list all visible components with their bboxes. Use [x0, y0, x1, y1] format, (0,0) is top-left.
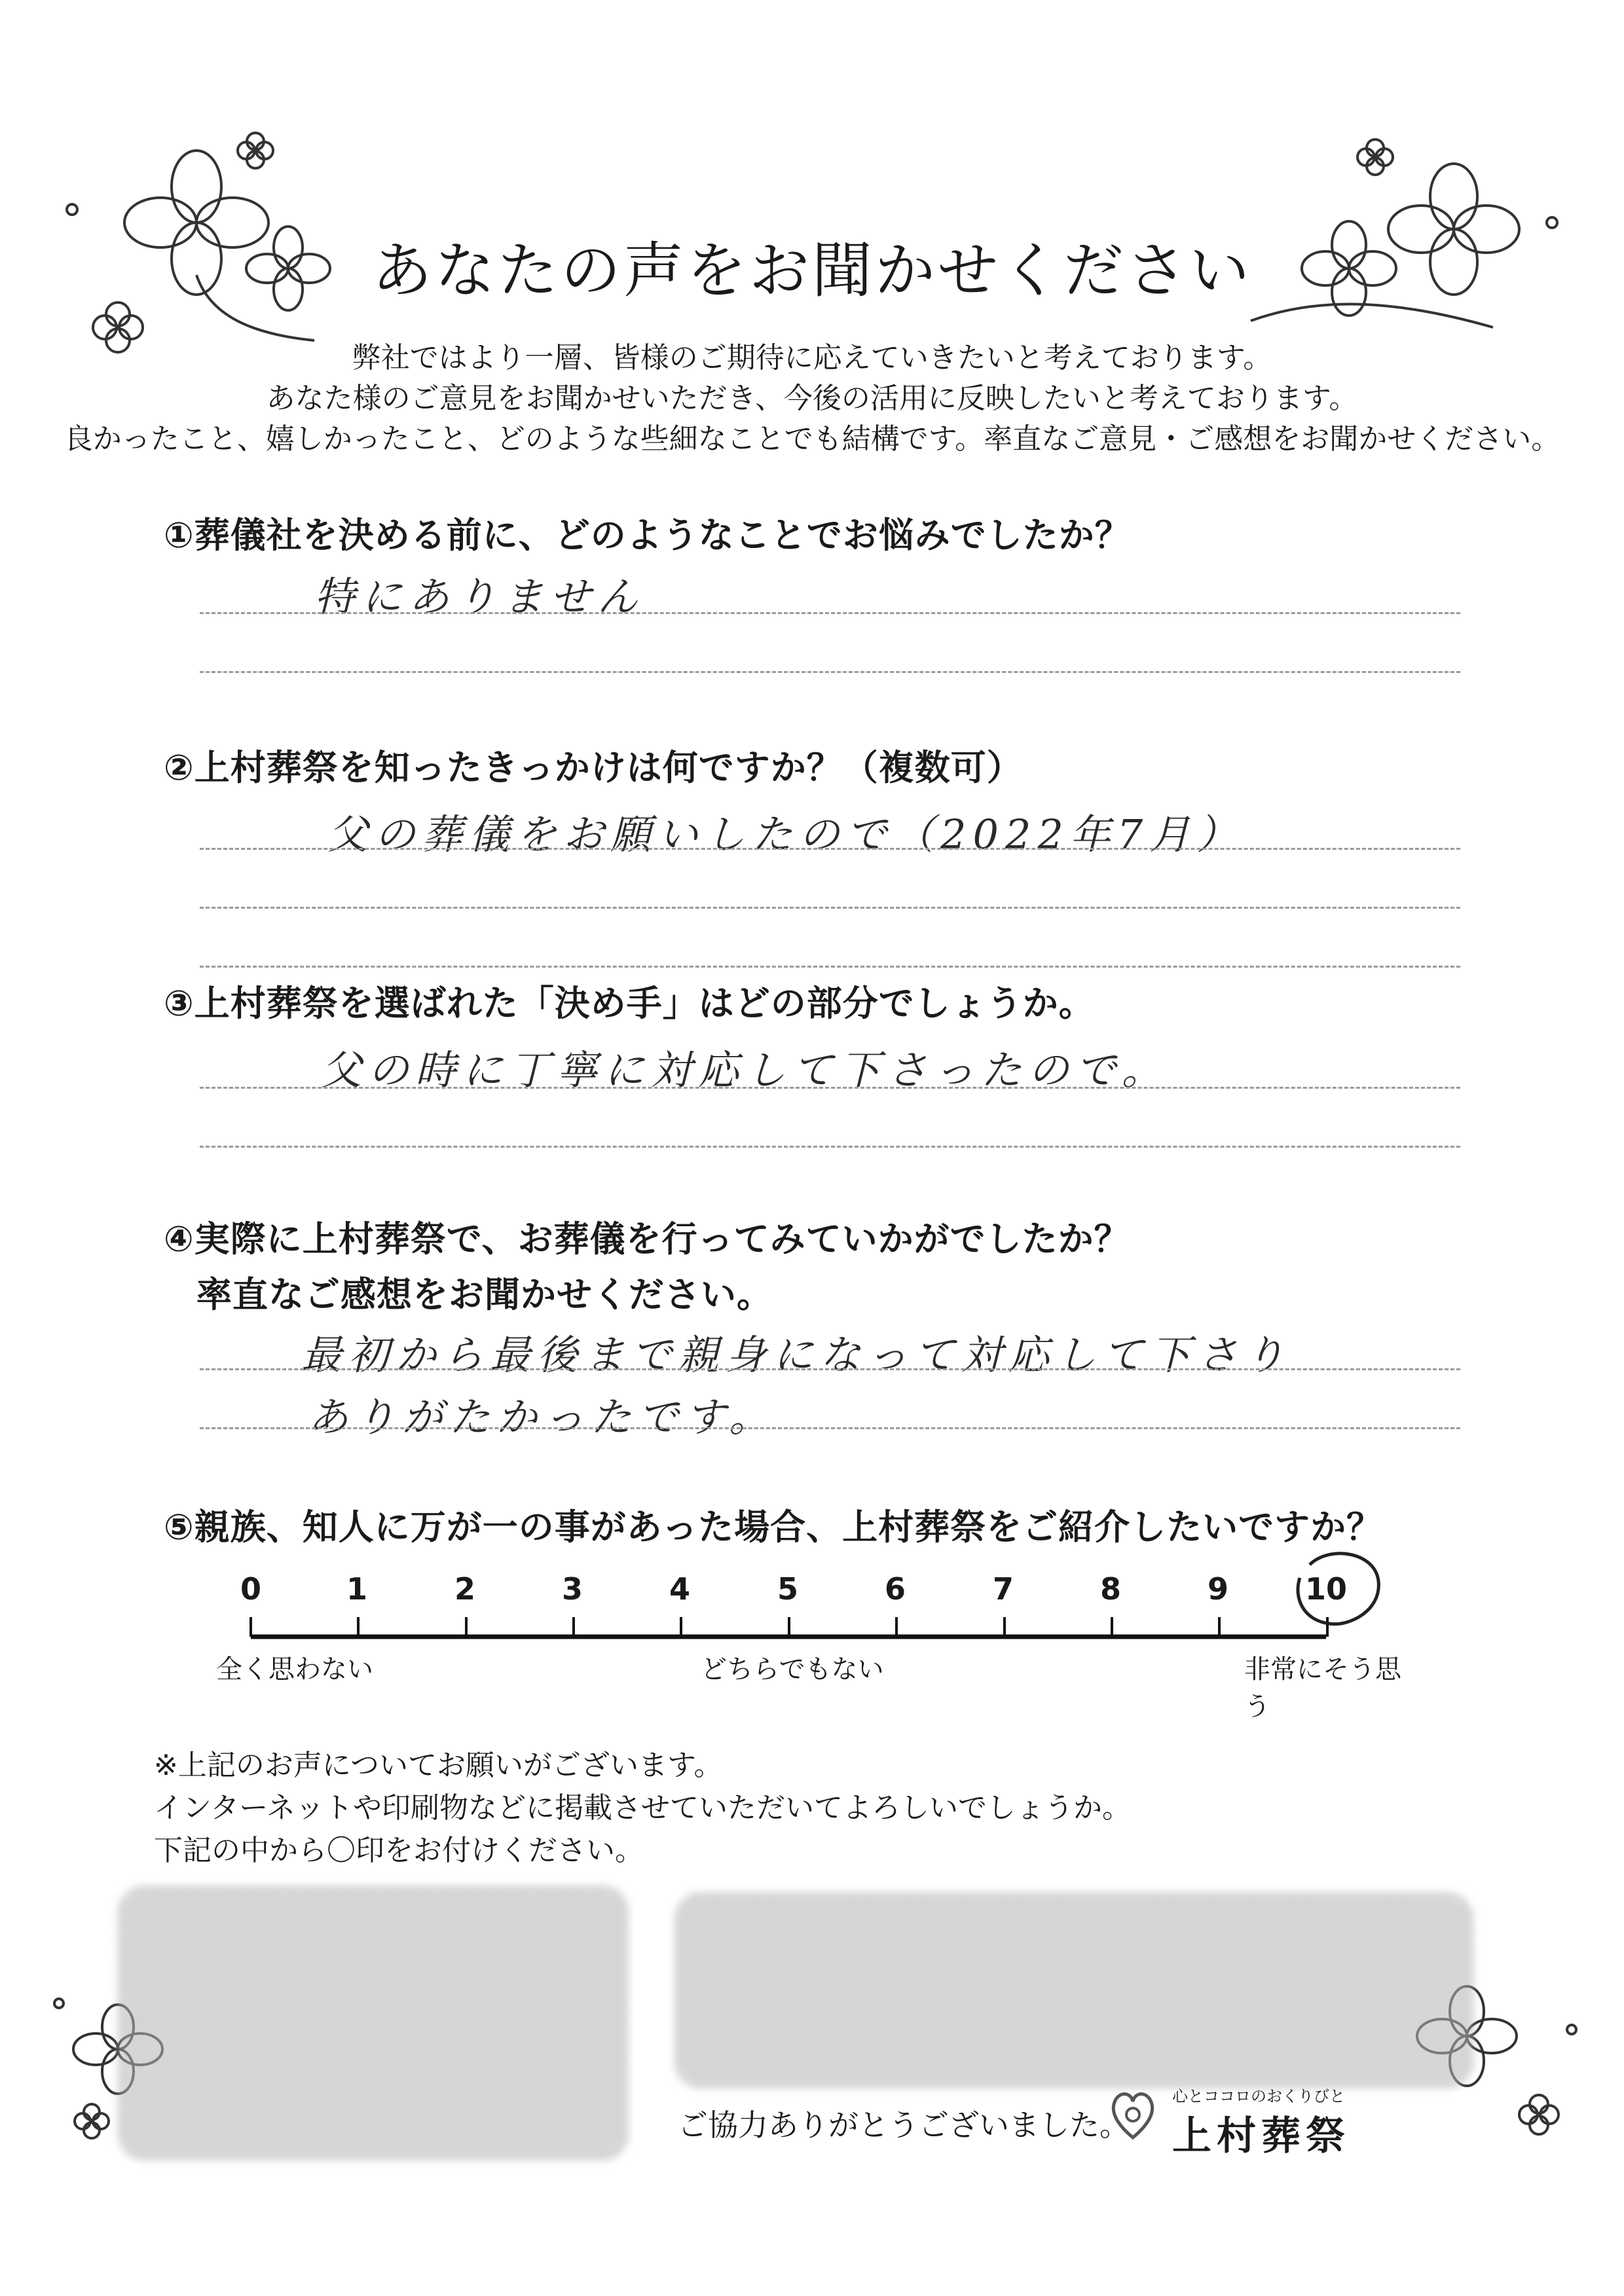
scale-tick-label-6[interactable]: 6	[884, 1571, 906, 1607]
scale-tick-label-3[interactable]: 3	[561, 1571, 583, 1607]
question-2-label: ②上村葬祭を知ったきっかけは何ですか？（複数可）	[164, 747, 1023, 788]
answer-line	[200, 671, 1460, 673]
answer-line	[200, 848, 1460, 850]
note-line-2: インターネットや印刷物などに掲載させていただいてよろしいでしょうか。	[154, 1791, 1132, 1825]
intro-line-1: 弊社ではより一層、皆様のご期待に応えていきたいと考えております。	[352, 341, 1272, 374]
scale-tick-label-2[interactable]: 2	[454, 1571, 475, 1607]
question-2-answer: 父の葬儀をお願いしたので（2022年7月）	[327, 811, 1244, 858]
intro-line-3: 良かったこと、嬉しかったこと、どのような些細なことでも結構です。率直なご意見・ご感想をお聞かせください。	[64, 422, 1560, 456]
question-1-label: ①葬儀社を決める前に、どのようなことでお悩みでしたか？	[164, 515, 1131, 556]
redacted-area-left	[118, 1886, 629, 2160]
answer-line	[200, 1368, 1460, 1370]
rating-scale	[216, 1571, 1401, 1722]
heart-logo-icon	[1107, 2085, 1159, 2144]
scale-tick-label-4[interactable]: 4	[669, 1571, 690, 1607]
question-3-label: ③上村葬祭を選ばれた「決め手」はどの部分でしょうか。	[164, 983, 1095, 1024]
selected-circle-mark	[1283, 1545, 1388, 1643]
question-5-label: ⑤親族、知人に万が一の事があった場合、上村葬祭をご紹介したいですか？	[164, 1506, 1383, 1548]
logo-name: 上村葬祭	[1172, 2113, 1350, 2159]
scale-left-label: 全く思わない	[216, 1654, 373, 1685]
question-4-answer-line-1: 最初から最後まで親身になって対応して下さり	[301, 1331, 1292, 1379]
footer-thanks: ご協力ありがとうございました。	[678, 2107, 1130, 2143]
scale-tick-label-5[interactable]: 5	[777, 1571, 798, 1607]
scale-tick-label-9[interactable]: 9	[1207, 1571, 1228, 1607]
answer-line	[200, 1427, 1460, 1429]
note-line-1: ※上記のお声についてお願いがございます。	[154, 1749, 723, 1782]
answer-line	[200, 1087, 1460, 1089]
scale-tick-label-1[interactable]: 1	[346, 1571, 367, 1607]
answer-line	[200, 966, 1460, 968]
intro-line-2: あなた様のご意見をお聞かせいただき、今後の活用に反映したいと考えております。	[266, 382, 1358, 415]
question-4-label-line-2: 率直なご感想をお聞かせください。	[196, 1274, 773, 1315]
question-1-answer: 特にありません	[314, 573, 645, 621]
answer-line	[200, 907, 1460, 909]
scale-tick-label-7[interactable]: 7	[992, 1571, 1014, 1607]
scale-mid-label: どちらでもない	[701, 1654, 884, 1685]
answer-line	[200, 612, 1460, 614]
scale-tick-label-0[interactable]: 0	[240, 1571, 261, 1607]
answer-line	[200, 1146, 1460, 1148]
redacted-area-right	[674, 1892, 1473, 2088]
logo-tagline: 心とココロのおくりびと	[1172, 2087, 1345, 2105]
scale-axis	[223, 1611, 1401, 1650]
scale-right-label: 非常にそう思う	[1244, 1654, 1401, 1722]
page-title: あなたの声をお聞かせください	[371, 236, 1252, 306]
question-4-answer-line-2: ありがたかったです。	[308, 1393, 777, 1441]
scale-tick-label-8[interactable]: 8	[1099, 1571, 1121, 1607]
question-3-answer: 父の時に丁寧に対応して下さったので。	[321, 1046, 1169, 1094]
question-4-label: ④実際に上村葬祭で、お葬儀を行ってみていかがでしたか？	[164, 1218, 1130, 1260]
note-line-3: 下記の中から〇印をお付けください。	[154, 1834, 644, 1867]
scale-tick-label-10[interactable]: 10	[1304, 1571, 1347, 1607]
